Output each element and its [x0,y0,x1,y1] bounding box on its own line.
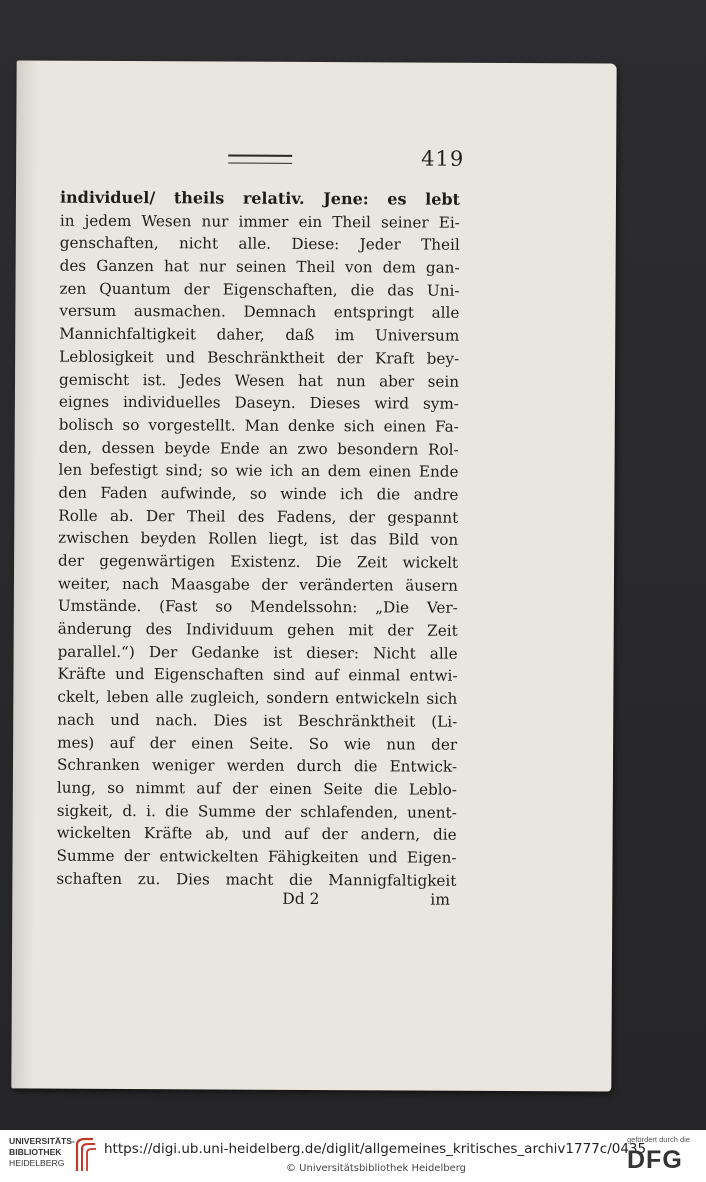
text-line: änderung des Individuum gehen mit der Zeit [57,619,458,640]
text-line: der gegenwärtigen Existenz. Die Zeit wickelt [58,551,459,572]
page-footer-line [56,889,456,915]
text-line: des Ganzen hat nur seinen Theil von dem gan- [59,256,460,277]
text-line: bolisch so vorgestellt. Man denke sich einen Fa- [58,415,459,436]
dfg-logo: DFG [627,1146,683,1174]
institution-line-2: BIBLIOTHEK [9,1147,62,1157]
text-line: sigkeit, d. i. die Summe der schlafenden, unent- [56,801,457,822]
text-line: in jedem Wesen nur immer ein Theil seiner Ei- [59,211,460,232]
book-page [11,60,616,1091]
text-line: ckelt, leben alle zugleich, sondern entwickeln sich [57,687,458,708]
text-line: Schranken weniger werden durch die Entwick- [56,755,458,776]
text-line: zen Quantum der Eigenschaften, die das Uni- [59,279,460,300]
permalink-url[interactable]: https://digi.ub.uni-heidelberg.de/diglit/allgemeines_kritisches_archiv1777c/0435 [104,1141,647,1157]
text-line: mes) auf der einen Seite. So wie nun der [57,733,458,754]
text-line: lung, so nimmt auf der einen Seite die Leblo- [56,778,457,799]
text-line: zwischen beyden Rollen liegt, ist das Bild von [58,528,459,550]
text-line: den, dessen beyde Ende an zwo besondern Rol- [58,438,459,459]
text-line: Umstände. (Fast so Mendelssohn: „Die Ver- [57,597,458,618]
text-line: nach und nach. Dies ist Beschränktheit (Li- [57,710,458,731]
text-line: schaften zu. Dies macht die Mannigfaltigkeit [56,869,457,890]
header-rule [228,155,292,164]
text-line: eignes individuelles Daseyn. Dieses wird sym- [58,392,459,413]
text-line: Summe der entwickelten Fähigkeiten und Eigen- [56,846,457,867]
text-line: Kräfte und Eigenschaften sind auf einmal entwi- [57,665,458,686]
text-line: genschaften, nicht alle. Diese: Jeder Theil [59,234,460,255]
text-line: gemischt ist. Jedes Wesen hat nun aber sein [58,370,460,391]
university-logo [9,1136,75,1169]
text-line: parallel.“) Der Gedanke ist dieser: Nicht alle [57,642,458,663]
text-line: versum ausmachen. Demnach entspringt alle [59,302,460,323]
text-line: den Faden aufwinde, so winde ich die andre [58,483,459,504]
funded-by-label: gefördert durch die [627,1135,690,1144]
page-number: 419 [421,146,465,171]
text-line: individuel/ theils relativ. Jene: es lebt [59,187,461,209]
university-emblem-icon [73,1137,97,1173]
copyright-notice: © Universitätsbibliothek Heidelberg [286,1163,467,1174]
text-line: Leblosigkeit und Beschränktheit der Kraft bey- [59,347,460,368]
viewer-footer [0,1130,706,1182]
text-line: wickelten Kräfte ab, und auf der andern, die [56,823,457,845]
institution-line-3: HEIDELBERG [9,1158,65,1168]
page-text [56,187,460,892]
signature-mark: Dd 2 [282,889,320,909]
institution-line-1: UNIVERSITÄTS- [9,1136,75,1146]
text-line: Rolle ab. Der Theil des Fadens, der gespannt [58,506,459,527]
catchword: im [430,890,451,909]
text-line: Mannichfaltigkeit daher, daß im Universum [59,324,460,345]
text-line: weiter, nach Maasgabe der veränderten äusern [57,574,458,595]
text-line: len befestigt sind; so wie ich an dem einen Ende [58,460,459,482]
